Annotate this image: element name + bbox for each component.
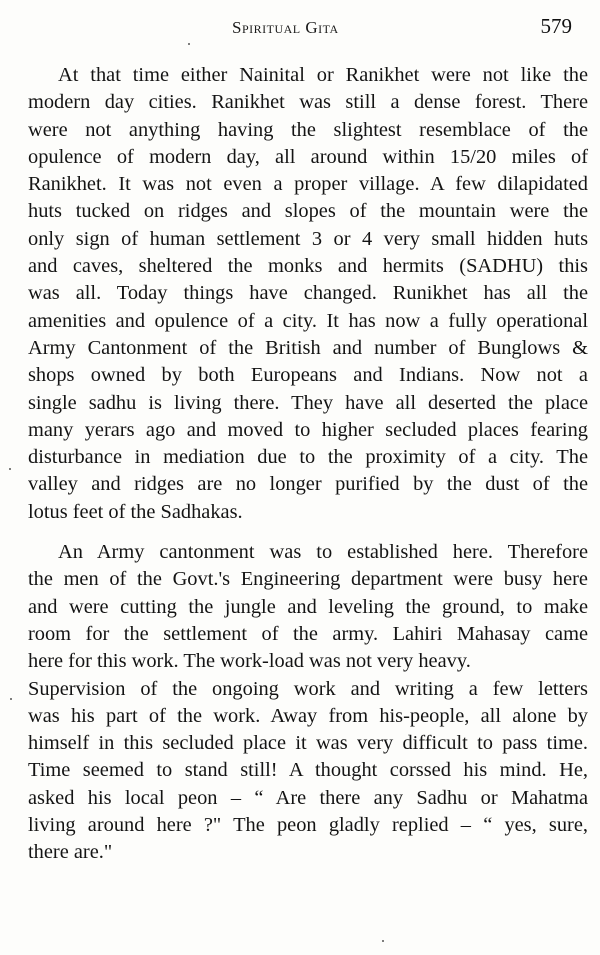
text-line: single sadhu is living there. They have all deserted the place — [28, 391, 588, 414]
text-line: Army Cantonment of the British and number of Bunglows & — [28, 336, 588, 359]
body-text — [28, 62, 588, 867]
running-header — [0, 14, 600, 46]
text-line: amenities and opulence of a city. It has now a fully operational — [28, 309, 588, 332]
print-speck — [188, 43, 190, 45]
page-number: 579 — [540, 14, 572, 38]
text-line: himself in this secluded place it was very difficult to pass time. — [28, 732, 588, 755]
text-line: living around here ?" The peon gladly replied – “ yes, sure, — [28, 814, 588, 837]
text-line: here for this work. The work-load was not very heavy. — [28, 650, 471, 673]
text-line: An Army cantonment was to established here. Therefore — [58, 541, 588, 564]
text-line: Time seemed to stand still! A thought corssed his mind. He, — [28, 759, 588, 782]
paragraph-1 — [28, 62, 588, 526]
running-title: Spiritual Gita — [232, 18, 339, 37]
text-line: room for the settlement of the army. Lahiri Mahasay came — [28, 622, 588, 645]
text-line: shops owned by both Europeans and Indians. Now not a — [28, 364, 588, 387]
text-line: modern day cities. Ranikhet was still a dense forest. There — [28, 91, 588, 114]
print-speck — [10, 698, 12, 700]
print-speck — [9, 468, 11, 470]
print-speck — [382, 940, 384, 942]
text-line: many yerars ago and moved to higher secluded places fearing — [28, 418, 588, 441]
text-line: Supervision of the ongoing work and writing a few letters — [28, 677, 588, 700]
paragraph-2 — [28, 539, 588, 867]
text-line: opulence of modern day, all around within 15/20 miles of — [28, 145, 588, 168]
text-line: valley and ridges are no longer purified by the dust of the — [28, 473, 588, 496]
text-line: there are." — [28, 841, 113, 864]
text-line: and were cutting the jungle and leveling the ground, to make — [28, 595, 588, 618]
text-line: disturbance in mediation due to the proximity of a city. The — [28, 446, 588, 469]
paragraph-spacer — [28, 526, 588, 539]
text-line: the men of the Govt.'s Engineering department were busy here — [28, 568, 588, 591]
text-line: was all. Today things have changed. Runikhet has all the — [28, 282, 588, 305]
text-line: huts tucked on ridges and slopes of the mountain were the — [28, 200, 588, 223]
text-line: Ranikhet. It was not even a proper village. A few dilapidated — [28, 173, 588, 196]
text-line: were not anything having the slightest resemblace of the — [28, 118, 588, 141]
text-line: lotus feet of the Sadhakas. — [28, 500, 243, 523]
text-line: was his part of the work. Away from his-people, all alone by — [28, 704, 588, 727]
text-line: At that time either Nainital or Ranikhet were not like the — [58, 64, 588, 86]
text-line: and caves, sheltered the monks and hermits (SADHU) this — [28, 255, 588, 278]
text-line: asked his local peon – “ Are there any Sadhu or Mahatma — [28, 786, 588, 809]
text-line: only sign of human settlement 3 or 4 very small hidden huts — [28, 227, 588, 250]
